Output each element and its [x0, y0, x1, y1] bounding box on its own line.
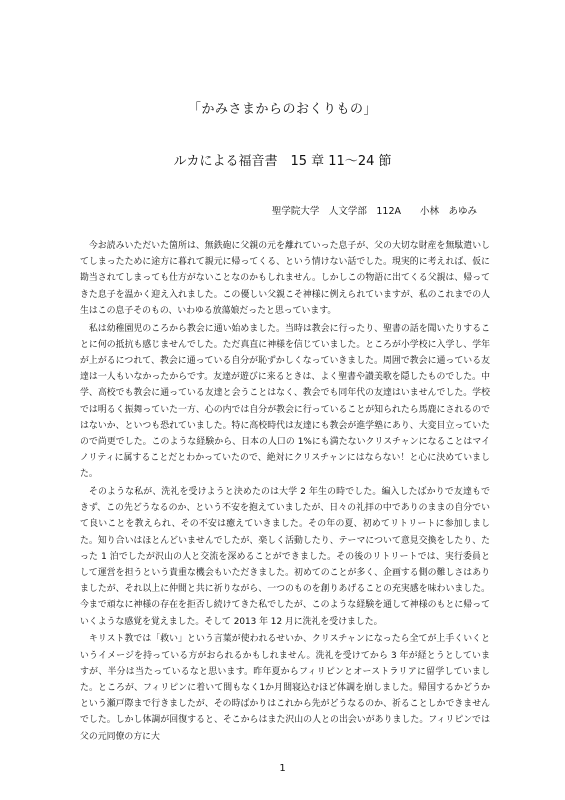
body-text — [80, 238, 490, 746]
scripture-reference: ルカによる福音書 15 章 11～24 節 — [173, 154, 392, 169]
page-number: 1 — [279, 763, 286, 774]
paragraph: 私は幼稚園児のころから教会に通い始めました。当時は教会に行ったり、聖書の話を聞いたりすることに何の抵抗も感じませんでした。ただ真直に神様を信じていました。ところが小学校に入学し、学年が上がるにつれて、教会に通っている自分が恥ずかしくなっていきました。周囲で教会に通っている友達は一人もいなかったからです。友達が遊びに来るときは、よく聖書や讃美歌を隠したものでした。中学、高校でも教会に通っている友達と会うことはなく、教会でも同年代の友達はいませんでした。学校では明るく振舞っていた一方、心の内では自分が教会に行っていることが知られたら馬鹿にされるのではないか、といつも恐れていました。特に高校時代は友達にも教会が進学塾にあり、大変目立っていたので尚更でした。このような経験から、日本の人口の 1%にも満たないクリスチャンになることはマイノリティに属することだとわかっていたので、絶対にクリスチャンにはならない！と心に決めていました。 — [80, 323, 490, 480]
page-title: 「かみさまからのおくりもの」 — [187, 102, 377, 117]
paragraph: 今お読みいただいた箇所は、無鉄砲に父親の元を離れていった息子が、父の大切な財産を無駄遣いしてしまったために途方に暮れて親元に帰ってくる、という情けない話でした。現実的に考えれば、仮に勘当されてしまっても仕方がないことなのかもしれません。しかしこの物語に出てくる父親は、帰ってきた息子を温かく迎え入れました。この優しい父親こそ神様に例えられていますが、私のこれまでの人生はこの息子そのもの、いわゆる放蕩娘だったと思っています。 — [80, 241, 490, 316]
paragraph: キリスト教では「救い」という言葉が使われるせいか、クリスチャンになったら全てが上手くいくというイメージを持っている方がおられるかもしれません。洗礼を受けてから 3 年が経とうとしていますが、半分は当たっているなと思います。昨年夏からフィリピンとオーストラリアに留学していました。ところが、フィリピンに着いて間もなく1か月間寝込むほど体調を崩しました。帰国するかどうかという瀬戸際まで行きましたが、その時ばかりはこれから先がどうなるのか、祈ることしかできませんでした。しかし体調が回復すると、そこからはまた沢山の人との出会いがありました。フィリピンでは父の元同僚の方に大 — [80, 634, 490, 742]
author-line: 聖学院大学 人文学部 112A 小林 あゆみ — [271, 206, 477, 217]
paragraph: そのような私が、洗礼を受けようと決めたのは大学 2 年生の時でした。編入したばかりで友達もできず、この先どうなるのか、という不安を抱えていましたが、日々の礼拝の中でありのままの自分でいて良いことを教えられ、その不安は癒えていきました。その年の夏、初めてリトリートに参加しました。知り合いはほとんどいませんでしたが、楽しく活動したり、テーマについて意見交換をしたり、たった 1 泊でしたが沢山の人と交流を深めることができました。その後のリトリートでは、実行委員として運営を担うという貴重な機会もいただきました。初めてのことが多く、企画する側の難しさはありましたが、それ以上に仲間と共に祈りながら、一つのものを創りあげることの充実感を味わいました。今まで頑なに神様の存在を拒否し続けてきた私でしたが、このような経験を通して神様のもとに帰っていくような感覚を覚えました。そして 2013 年 12 月に洗礼を受けました。 — [80, 487, 490, 627]
